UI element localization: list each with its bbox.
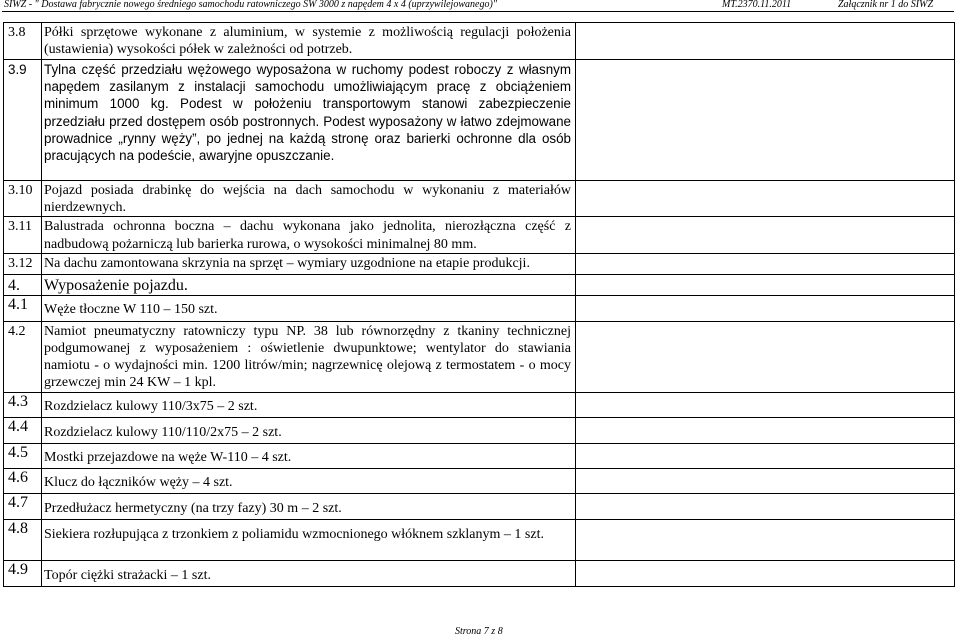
section-heading: Wyposażenie pojazdu. [42, 274, 576, 295]
item-empty-cell [576, 392, 955, 417]
item-empty-cell [576, 321, 955, 392]
item-number: 4.7 [4, 493, 42, 519]
item-empty-cell [576, 443, 955, 468]
header-attachment: Załącznik nr 1 do SIWZ [838, 0, 933, 10]
item-number: 3.11 [4, 217, 42, 253]
item-empty-cell [576, 468, 955, 493]
table-row [4, 253, 955, 274]
header-title: SIWZ - " Dostawa fabrycznie nowego średniego samochodu ratowniczego SW 3000 z napędem 4 x 4 (uprzywilejowanego)" [4, 0, 497, 10]
table-row [4, 417, 955, 443]
table-row [4, 468, 955, 493]
item-empty-cell [576, 493, 955, 519]
table-row [4, 295, 955, 321]
item-number: 4.3 [4, 392, 42, 417]
item-empty-cell [576, 181, 955, 217]
item-empty-cell [576, 274, 955, 295]
table-row [4, 560, 955, 586]
table-row [4, 443, 955, 468]
table-row [4, 217, 955, 253]
item-number: 3.12 [4, 253, 42, 274]
table-row [4, 181, 955, 217]
table-row [4, 60, 955, 181]
section-number: 4. [4, 274, 42, 295]
item-number: 3.8 [4, 23, 42, 60]
item-description: Siekiera rozłupująca z trzonkiem z poliamidu wzmocnionego włóknem szklanym – 1 szt. [42, 519, 576, 560]
item-empty-cell [576, 417, 955, 443]
item-description: Tylna część przedziału wężowego wyposażona w ruchomy podest roboczy z własnym napędem zasilanym z instalacji samochodu umożliwiającym pracę z obciążeniem minimum 1000 kg. Podest w położeniu transportowym stanowi zabezpieczenie przedziału przed dostępem osób postronnych. Podest wyposażony w łatwo zdejmowane prowadnice „rynny węży”, po jednej na każdą stronę oraz barierki ochronne dla osób pracujących na podeście, awaryjne opuszczanie. [42, 60, 576, 181]
item-number: 3.9 [4, 60, 42, 181]
table-row [4, 519, 955, 560]
item-number: 4.4 [4, 417, 42, 443]
item-number: 4.5 [4, 443, 42, 468]
item-description: Pojazd posiada drabinkę do wejścia na dach samochodu w wykonaniu z materiałów nierdzewnych. [42, 181, 576, 217]
item-empty-cell [576, 23, 955, 60]
item-description: Namiot pneumatyczny ratowniczy typu NP. 38 lub równorzędny z tkaniny technicznej podgumowanej z wyposażeniem : oświetlenie dwupunktowe; wentylator do stawiania namiotu - o wydajności min. 1200 litrów/min; nagrzewnicę olejową z termostatem - o mocy grzewczej min 24 KW – 1 kpl. [42, 321, 576, 392]
page-number: Strona 7 z 8 [455, 626, 503, 637]
item-description: Półki sprzętowe wykonane z aluminium, w systemie z możliwością regulacji położenia (ustawienia) wysokości półek w zależności od potrzeb. [42, 23, 576, 60]
item-empty-cell [576, 295, 955, 321]
item-empty-cell [576, 519, 955, 560]
item-number: 4.1 [4, 295, 42, 321]
table-row [4, 493, 955, 519]
item-number: 4.9 [4, 560, 42, 586]
item-description: Rozdzielacz kulowy 110/110/2x75 – 2 szt. [42, 417, 576, 443]
item-empty-cell [576, 60, 955, 181]
item-number: 4.2 [4, 321, 42, 392]
item-description: Balustrada ochronna boczna – dachu wykonana jako jednolita, nierozłączna część z nadbudową pożarniczą lub barierka rurowa, o wysokości minimalnej 80 mm. [42, 217, 576, 253]
header-reference: MT.2370.11.2011 [722, 0, 792, 10]
table-row [4, 23, 955, 60]
item-number: 4.6 [4, 468, 42, 493]
item-description: Rozdzielacz kulowy 110/3x75 – 2 szt. [42, 392, 576, 417]
item-description: Topór ciężki strażacki – 1 szt. [42, 560, 576, 586]
item-number: 4.8 [4, 519, 42, 560]
specification-table [3, 22, 955, 587]
item-description: Klucz do łączników węży – 4 szt. [42, 468, 576, 493]
table-row [4, 321, 955, 392]
item-empty-cell [576, 560, 955, 586]
item-description: Na dachu zamontowana skrzynia na sprzęt – wymiary uzgodnione na etapie produkcji. [42, 253, 576, 274]
table-row [4, 274, 955, 295]
item-empty-cell [576, 217, 955, 253]
table-row [4, 392, 955, 417]
item-number: 3.10 [4, 181, 42, 217]
item-description: Przedłużacz hermetyczny (na trzy fazy) 30 m – 2 szt. [42, 493, 576, 519]
item-description: Węże tłoczne W 110 – 150 szt. [42, 295, 576, 321]
item-description: Mostki przejazdowe na węże W-110 – 4 szt. [42, 443, 576, 468]
item-empty-cell [576, 253, 955, 274]
page-header [2, 0, 954, 12]
